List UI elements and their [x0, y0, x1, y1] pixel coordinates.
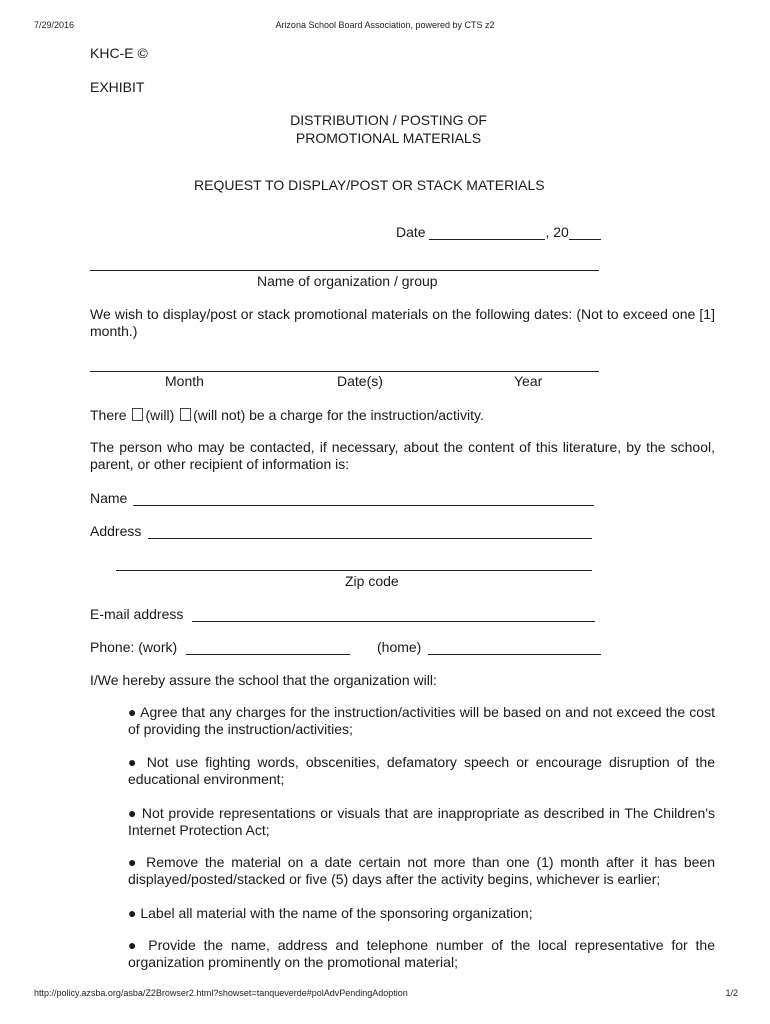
date-row [396, 224, 601, 241]
title-line-1: DISTRIBUTION / POSTING OF [290, 112, 487, 128]
org-name-field[interactable] [90, 270, 599, 271]
will-label: (will) [145, 407, 175, 423]
bullet-item: ● Label all material with the name of the sponsoring organization; [128, 905, 533, 921]
dates-label: Date(s) [337, 373, 383, 389]
page-number: 1/2 [725, 988, 738, 998]
year-field[interactable] [569, 225, 601, 240]
print-date: 7/29/2016 [34, 20, 75, 30]
email-label: E-mail address [90, 606, 184, 622]
dates-sentence: We wish to display/post or stack promotional materials on the following dates: (Not to exceed one [1] month.) [90, 306, 715, 339]
phone-work-label: Phone: (work) [90, 639, 178, 655]
date-label: Date [396, 224, 426, 240]
assure-sentence: I/We hereby assure the school that the organization will: [90, 672, 437, 688]
dates-field[interactable] [90, 371, 599, 372]
year-label: Year [514, 373, 543, 389]
org-name-label: Name of organization / group [257, 273, 438, 289]
date-year-prefix: , 20 [545, 224, 569, 240]
charge-row [90, 407, 484, 424]
title-line-2: PROMOTIONAL MATERIALS [295, 130, 482, 146]
phone-home-field[interactable] [428, 654, 601, 655]
bullet-item: ● Remove the material on a date certain not more than one (1) month after it has been displayed/posted/stacked or five (5) days after the activity begins, whichever is earlier; [128, 854, 715, 887]
name-label: Name [90, 490, 128, 506]
print-footer-url: http://policy.azsba.org/asba/Z2Browser2.html?showset=tanqueverde#polAdvPendingAdoption [34, 988, 408, 998]
print-header-title: Arizona School Board Association, powered by CTS z2 [275, 20, 495, 30]
policy-code: KHC-E © [90, 45, 148, 61]
bullet-item: ● Not use fighting words, obscenities, defamatory speech or encourage disruption of the educational environment; [128, 754, 715, 787]
address-line-2-field[interactable] [116, 570, 592, 571]
address-label: Address [90, 523, 142, 539]
charge-prefix: There [90, 407, 127, 423]
will-not-label: (will not) be a charge for the instruction/activity. [193, 407, 484, 423]
exhibit-label: EXHIBIT [90, 79, 145, 95]
will-checkbox[interactable] [132, 408, 143, 421]
contact-sentence: The person who may be contacted, if necessary, about the content of this literature, by the school, parent, or other recipient of information is: [90, 439, 715, 472]
month-label: Month [165, 373, 204, 389]
phone-home-label: (home) [377, 639, 422, 655]
will-not-checkbox[interactable] [180, 408, 191, 421]
address-field[interactable] [148, 538, 592, 539]
bullet-item: ● Provide the name, address and telephone number of the local representative for the organization prominently on the promotional material; [128, 937, 715, 970]
email-field[interactable] [192, 621, 595, 622]
bullet-item: ● Agree that any charges for the instruction/activities will be based on and not exceed the cost of providing the instruction/activities; [128, 704, 715, 737]
zip-code-label: Zip code [345, 573, 399, 589]
phone-work-field[interactable] [186, 654, 350, 655]
bullet-item: ● Not provide representations or visuals that are inappropriate as described in The Children's Internet Protection Act; [128, 805, 715, 838]
name-field[interactable] [133, 505, 594, 506]
date-field[interactable] [429, 225, 545, 240]
form-subtitle: REQUEST TO DISPLAY/POST OR STACK MATERIALS [194, 177, 545, 193]
